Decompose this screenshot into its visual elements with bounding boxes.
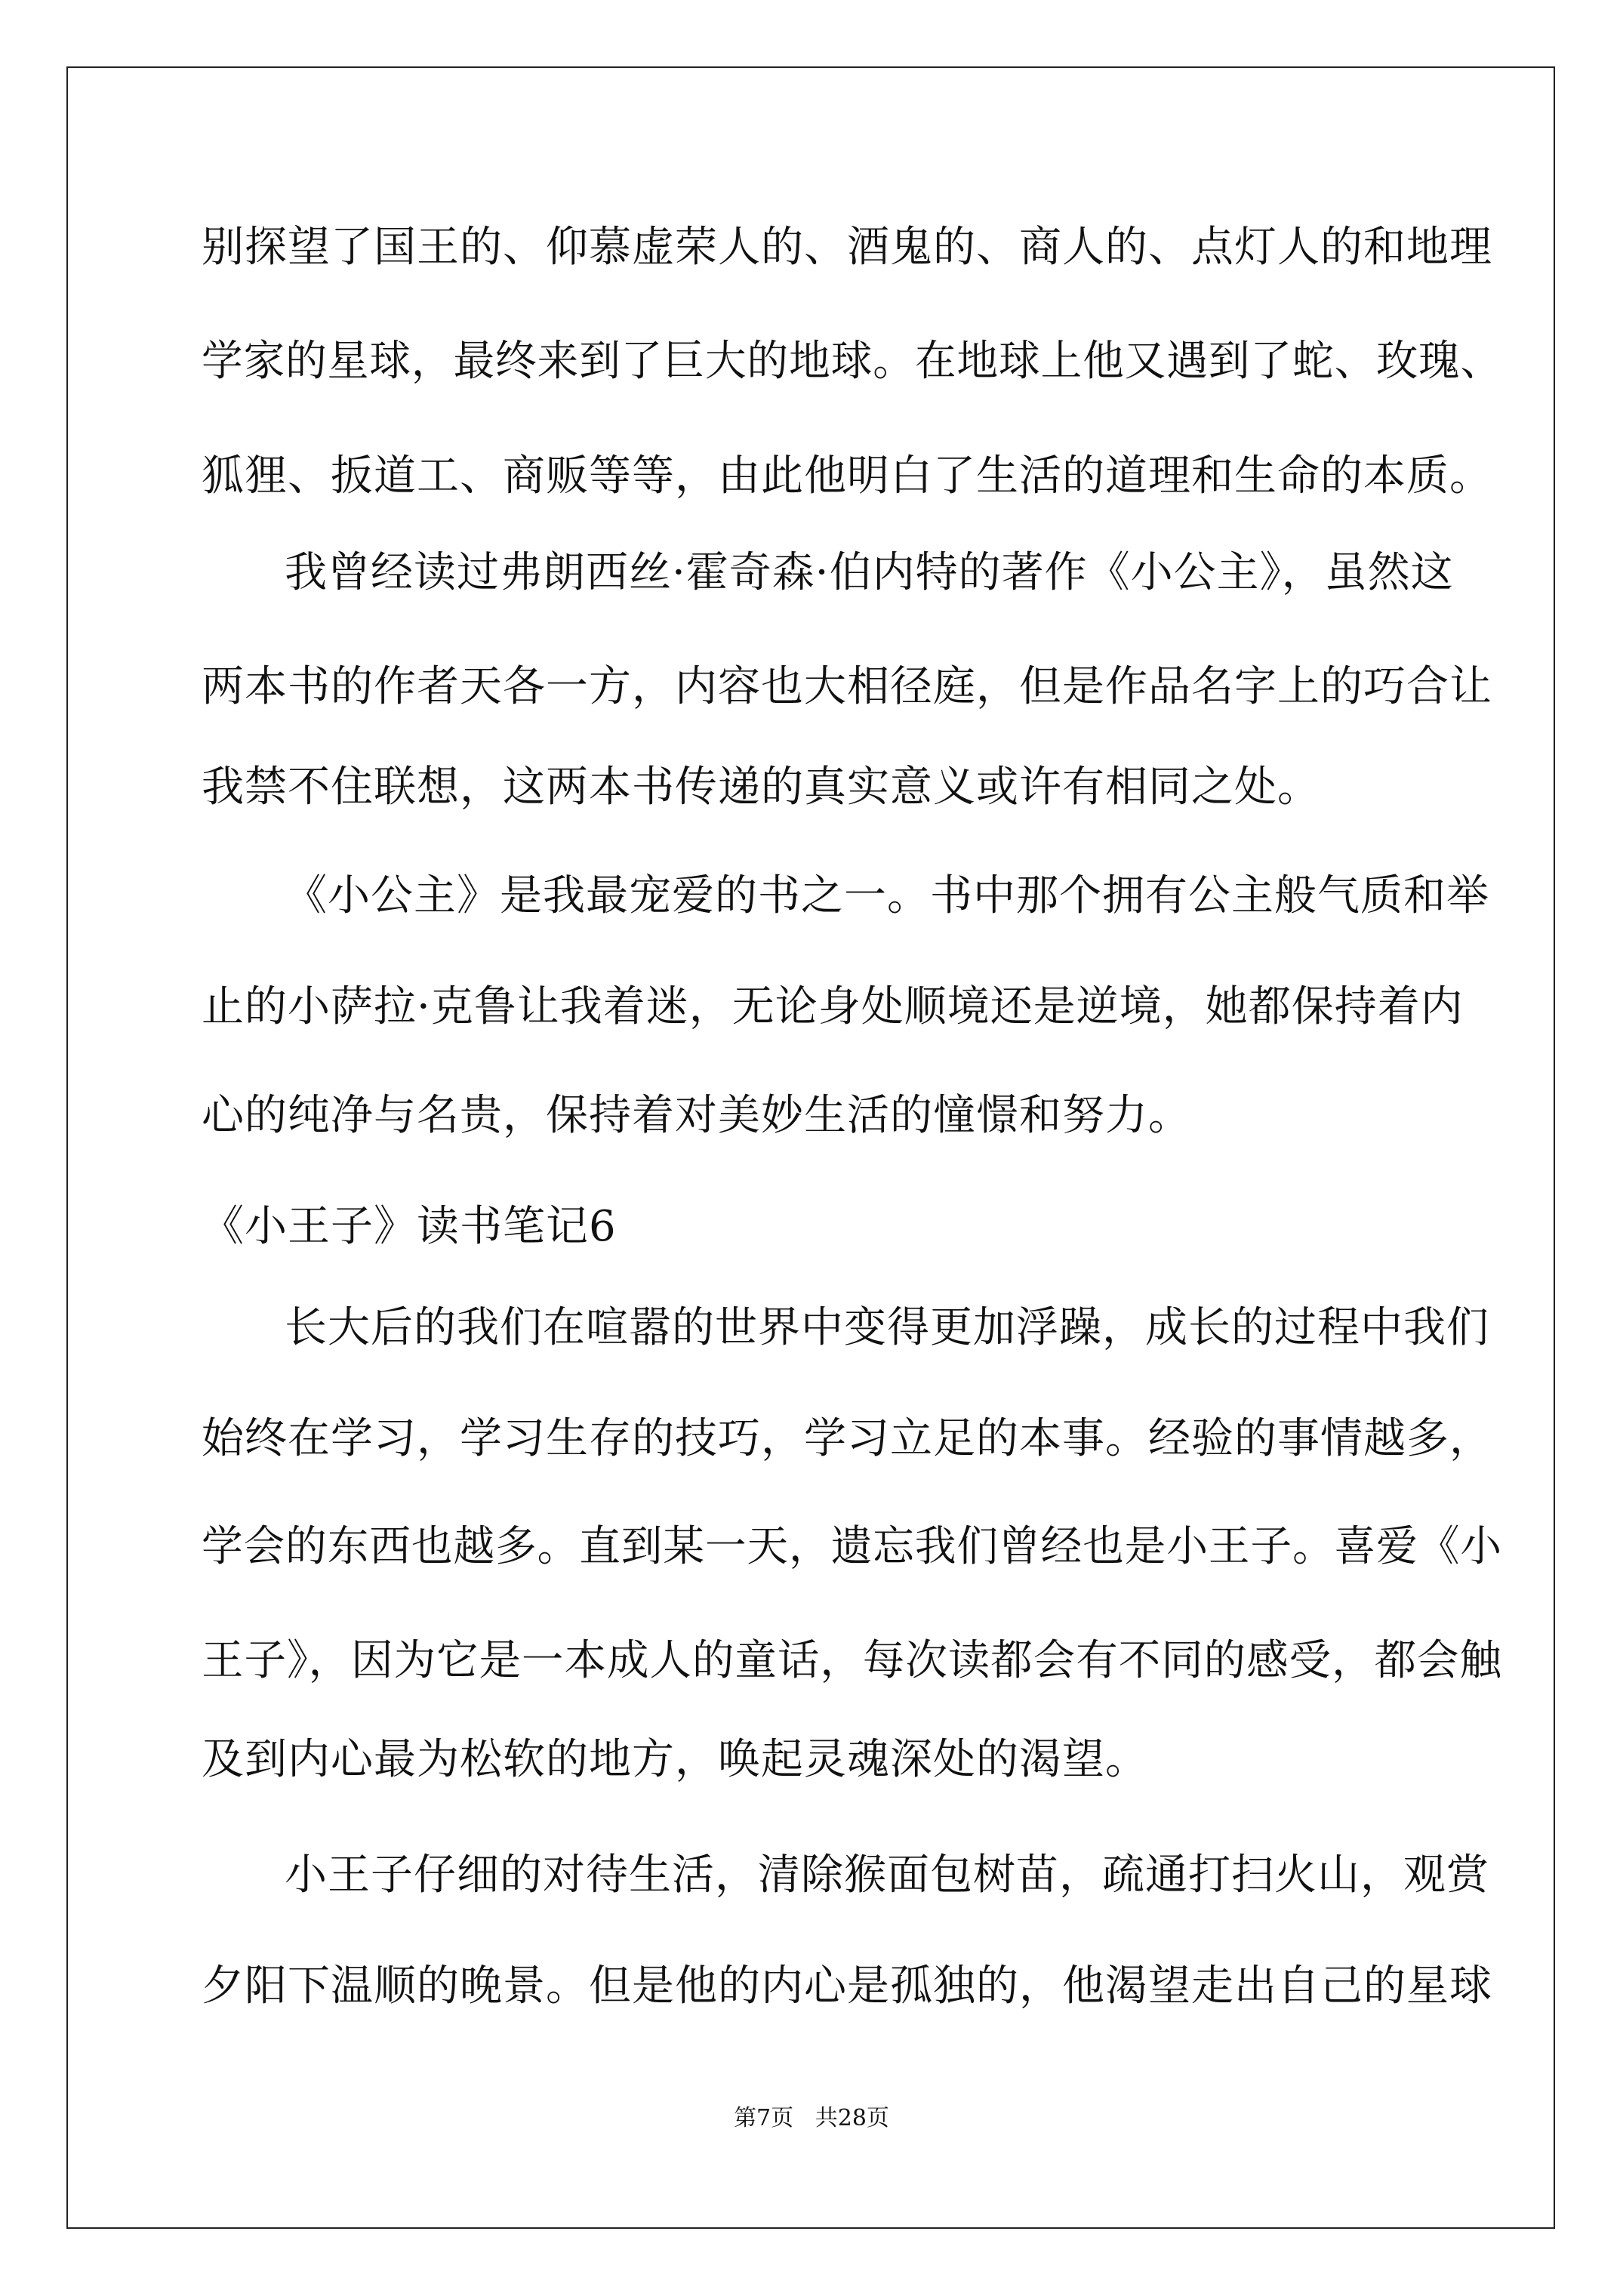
body-line: 学家的星球，最终来到了巨大的地球。在地球上他又遇到了蛇、玫瑰、 — [202, 337, 1503, 386]
body-line: 两本书的作者天各一方，内容也大相径庭，但是作品名字上的巧合让 — [202, 662, 1492, 711]
body-line: 及到内心最为松软的地方，唤起灵魂深处的渴望。 — [202, 1735, 1148, 1784]
page-footer: 第7页 共28页 — [734, 2105, 889, 2131]
body-line: 王子》，因为它是一本成人的童话，每次读都会有不同的感受，都会触 — [202, 1636, 1503, 1685]
body-line: 止的小萨拉·克鲁让我着迷，无论身处顺境还是逆境，她都保持着内 — [202, 982, 1464, 1031]
body-line: 始终在学习，学习生存的技巧，学习立足的本事。经验的事情越多， — [202, 1414, 1492, 1463]
body-line: 别探望了国王的、仰慕虚荣人的、酒鬼的、商人的、点灯人的和地理 — [202, 223, 1492, 272]
paragraph-start-line: 小王子仔细的对待生活，清除猴面包树苗，疏通打扫火山，观赏 — [285, 1851, 1489, 1900]
section-heading: 《小王子》读书笔记6 — [202, 1202, 617, 1251]
body-line: 学会的东西也越多。直到某一天，遗忘我们曾经也是小王子。喜爱《小 — [202, 1522, 1503, 1571]
paragraph-start-line: 《小公主》是我最宠爱的书之一。书中那个拥有公主般气质和举 — [285, 871, 1489, 920]
body-line: 狐狸、扳道工、商贩等等，由此他明白了生活的道理和生命的本质。 — [202, 451, 1492, 501]
body-line: 夕阳下温顺的晚景。但是他的内心是孤独的，他渴望走出自己的星球 — [202, 1962, 1492, 2011]
paragraph-start-line: 长大后的我们在喧嚣的世界中变得更加浮躁，成长的过程中我们 — [285, 1303, 1489, 1352]
body-line: 我禁不住联想，这两本书传递的真实意义或许有相同之处。 — [202, 763, 1320, 812]
paragraph-start-line: 我曾经读过弗朗西丝·霍奇森·伯内特的著作《小公主》，虽然这 — [285, 548, 1454, 597]
page-frame — [66, 66, 1555, 2229]
body-line: 心的纯净与名贵，保持着对美妙生活的憧憬和努力。 — [202, 1091, 1191, 1140]
